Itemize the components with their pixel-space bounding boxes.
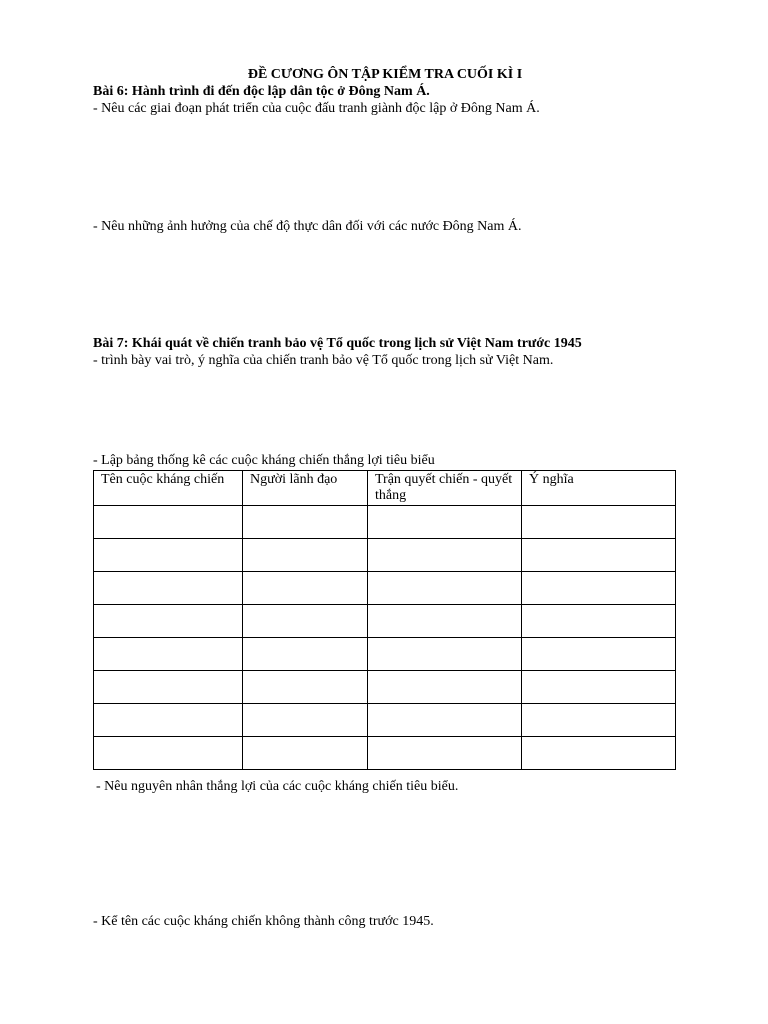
table-cell — [94, 539, 243, 572]
table-cell — [368, 704, 522, 737]
table-row — [94, 605, 676, 638]
table-row — [94, 671, 676, 704]
table-row — [94, 539, 676, 572]
lesson-7-question-2: - Lập bảng thống kê các cuộc kháng chiến thắng lợi tiêu biểu — [93, 453, 435, 468]
table-cell — [522, 539, 676, 572]
lesson-6-question-1: - Nêu các giai đoạn phát triển của cuộc đấu tranh giành độc lập ở Đông Nam Á. — [93, 101, 540, 116]
table-row — [94, 638, 676, 671]
table-cell — [94, 638, 243, 671]
table-cell — [243, 704, 368, 737]
table-cell — [522, 737, 676, 770]
table-cell — [522, 605, 676, 638]
table-row — [94, 572, 676, 605]
table-cell — [243, 671, 368, 704]
table-cell — [368, 638, 522, 671]
table-cell — [243, 539, 368, 572]
table-cell — [94, 737, 243, 770]
table-cell — [368, 506, 522, 539]
table-cell — [94, 671, 243, 704]
lesson-7-question-1: - trình bày vai trò, ý nghĩa của chiến tranh bảo vệ Tổ quốc trong lịch sử Việt Nam. — [93, 353, 554, 368]
table-cell — [243, 638, 368, 671]
victory-statistics-table — [93, 470, 676, 770]
lesson-7-question-3: - Nêu nguyên nhân thắng lợi của các cuộc kháng chiến tiêu biểu. — [96, 779, 459, 794]
table-cell — [522, 638, 676, 671]
table-cell — [94, 572, 243, 605]
header-decisive-battle: Trận quyết chiến - quyết thắng — [368, 471, 522, 506]
table-cell — [94, 506, 243, 539]
table-cell — [94, 704, 243, 737]
lesson-7-question-4: - Kể tên các cuộc kháng chiến không thành công trước 1945. — [93, 914, 434, 929]
table-header-row — [94, 471, 676, 506]
table-row — [94, 737, 676, 770]
lesson-6-question-2: - Nêu những ảnh hưởng của chế độ thực dân đối với các nước Đông Nam Á. — [93, 219, 522, 234]
table-cell — [522, 506, 676, 539]
table-cell — [522, 671, 676, 704]
table-cell — [368, 605, 522, 638]
table-cell — [94, 605, 243, 638]
header-war-name: Tên cuộc kháng chiến — [94, 471, 243, 506]
header-significance: Ý nghĩa — [522, 471, 676, 506]
table-cell — [368, 572, 522, 605]
header-leader: Người lãnh đạo — [243, 471, 368, 506]
table-row — [94, 506, 676, 539]
table-cell — [243, 605, 368, 638]
table-cell — [522, 572, 676, 605]
document-title: ĐỀ CƯƠNG ÔN TẬP KIỂM TRA CUỐI KÌ I — [247, 67, 523, 82]
table-cell — [368, 539, 522, 572]
table-cell — [522, 704, 676, 737]
table-cell — [243, 737, 368, 770]
lesson-6-heading: Bài 6: Hành trình đi đến độc lập dân tộc ở Đông Nam Á. — [93, 84, 430, 99]
table-row — [94, 704, 676, 737]
table-cell — [243, 572, 368, 605]
table-cell — [368, 737, 522, 770]
table-cell — [368, 671, 522, 704]
lesson-7-heading: Bài 7: Khái quát về chiến tranh bảo vệ Tổ quốc trong lịch sử Việt Nam trước 1945 — [93, 336, 582, 351]
table-cell — [243, 506, 368, 539]
